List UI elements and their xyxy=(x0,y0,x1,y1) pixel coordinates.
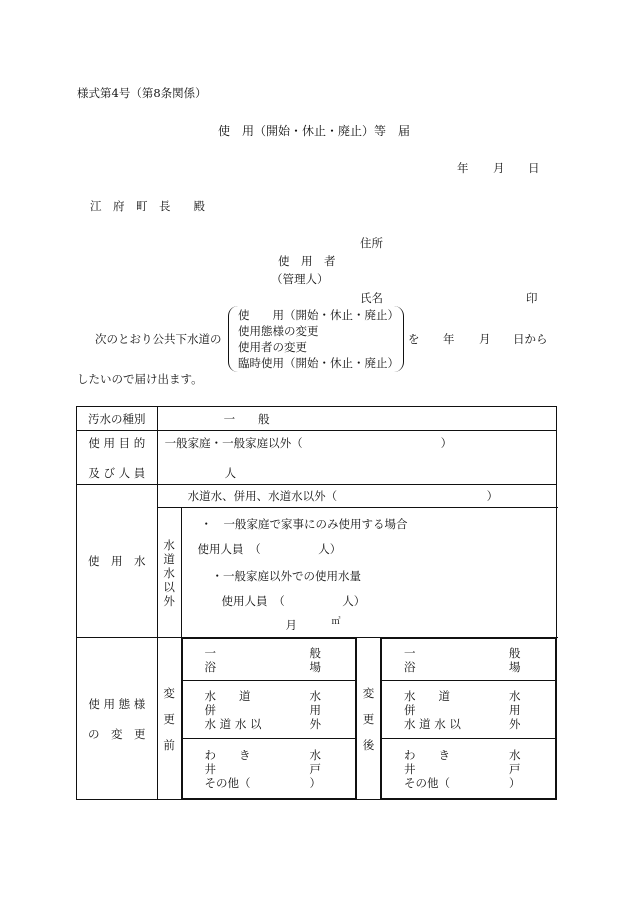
opt: その他（ xyxy=(403,775,450,790)
water-types-value xyxy=(157,485,556,508)
before-options xyxy=(181,638,357,800)
opt: 水 xyxy=(509,747,521,762)
before-grid xyxy=(182,638,357,799)
opt: 外 xyxy=(309,716,322,731)
address-label: 住所 xyxy=(360,236,383,250)
opt: ） xyxy=(509,775,521,790)
opt: 水 道 xyxy=(403,688,450,703)
label-non-tap-water xyxy=(157,508,181,638)
v-char: 外 xyxy=(163,593,175,608)
non-tap-water-value xyxy=(181,508,556,638)
option-user-change: 使用者の変更 xyxy=(238,340,307,354)
opt: 水 道 xyxy=(204,688,251,703)
application-table xyxy=(76,406,557,800)
before-group2 xyxy=(182,681,356,739)
after-group2 xyxy=(381,681,555,739)
opt: 外 xyxy=(509,716,521,731)
opt: 戸 xyxy=(309,761,322,776)
household-users: 使用人員 （ 人） xyxy=(197,542,342,556)
opt: 用 xyxy=(309,702,322,717)
blank-cell xyxy=(556,508,557,638)
date-month: 月 xyxy=(493,161,505,175)
v-char: 変 xyxy=(362,685,375,700)
label-purpose-line1: 使 用 目 的 xyxy=(88,435,146,450)
row-sewage-type xyxy=(77,407,557,431)
v-char: 更 xyxy=(163,711,175,726)
opt: わ き xyxy=(204,747,251,762)
opt: 一 xyxy=(204,645,217,660)
label-before xyxy=(157,638,181,800)
v-char: 前 xyxy=(163,737,175,752)
manager-label: （管理人） xyxy=(271,272,329,286)
purpose-persons: 人 xyxy=(224,465,237,480)
opt: 井 xyxy=(204,761,217,776)
opt: 水 xyxy=(309,747,322,762)
opt: 浴 xyxy=(403,659,416,674)
v-char: 変 xyxy=(163,685,175,700)
after-grid xyxy=(381,638,556,799)
start-day: 日から xyxy=(513,332,548,346)
name-label: 氏名 xyxy=(360,291,383,305)
label-purpose xyxy=(77,431,158,485)
label-sewage-type: 汚水の種別 xyxy=(77,407,158,431)
sewage-type-text: 一 般 xyxy=(223,411,270,426)
continuation-text: したいので届け出ます。 xyxy=(77,372,203,386)
date-year: 年 xyxy=(457,161,469,175)
addressee: 江 府 町 長 殿 xyxy=(90,199,205,213)
opt: 水 道 水 以 xyxy=(403,716,461,731)
opt: ） xyxy=(309,775,322,790)
wo-text: を xyxy=(408,332,420,346)
opt: 用 xyxy=(509,702,521,717)
option-use: 使 用（開始・休止・廃止） xyxy=(238,308,399,322)
opt: 一 xyxy=(403,645,416,660)
label-usage-line1: 使 用 態 様 xyxy=(88,696,146,711)
option-mode-change: 使用態様の変更 xyxy=(238,324,319,338)
opt: 般 xyxy=(509,645,521,660)
opt: 水 道 水 以 xyxy=(204,716,262,731)
purpose-value xyxy=(157,431,556,485)
sewage-type-value xyxy=(157,407,556,431)
opt: 場 xyxy=(509,659,521,674)
v-char: 更 xyxy=(362,711,375,726)
opt: 併 xyxy=(204,702,217,717)
v-char: 後 xyxy=(362,737,375,752)
before-group3 xyxy=(182,739,356,799)
opt: 場 xyxy=(309,659,322,674)
opt: 水 xyxy=(309,688,322,703)
form-title: 使 用（開始・休止・廃止）等 届 xyxy=(218,124,411,138)
non-household-users: 使用人員 （ 人） xyxy=(221,594,366,608)
household-usage: ・ 一般家庭で家事にのみ使用する場合 xyxy=(200,517,408,531)
non-household-usage: ・一般家庭以外での使用水量 xyxy=(211,569,362,583)
row-purpose xyxy=(77,431,557,485)
after-group3 xyxy=(381,739,555,799)
row-usage-change xyxy=(77,638,557,800)
date-day: 日 xyxy=(528,161,540,175)
label-water: 使 用 水 xyxy=(77,485,158,638)
seal-mark: 印 xyxy=(526,291,538,305)
start-month: 月 xyxy=(479,332,491,346)
form-number: 様式第4号（第8条関係） xyxy=(77,86,207,100)
after-group1 xyxy=(381,639,555,681)
purpose-options xyxy=(228,306,404,372)
after-options xyxy=(380,638,556,800)
opt: 井 xyxy=(403,761,416,776)
opt: 般 xyxy=(309,645,322,660)
v-char: 道 xyxy=(163,551,175,566)
opt: その他（ xyxy=(204,775,251,790)
label-usage-line2: の 変 更 xyxy=(88,726,146,741)
label-purpose-line2: 及 び 人 員 xyxy=(88,465,146,480)
opt: 水 xyxy=(509,688,521,703)
v-char: 以 xyxy=(163,579,175,594)
row-water-types xyxy=(77,485,557,508)
monthly-label: 月 xyxy=(285,618,298,632)
opt: 併 xyxy=(403,702,416,717)
start-year: 年 xyxy=(443,332,455,346)
water-types-text: 水道水、併用、水道水以外（ ） xyxy=(187,489,499,503)
cubic-meter-unit: ㎥ xyxy=(331,617,341,627)
before-group1 xyxy=(182,639,356,681)
label-after xyxy=(357,638,381,800)
option-temporary: 臨時使用（開始・休止・廃止） xyxy=(238,356,399,370)
purpose-category: 一般家庭・一般家庭以外（ ） xyxy=(164,435,453,450)
label-usage-change xyxy=(77,638,158,800)
opt: 浴 xyxy=(204,659,217,674)
lead-text: 次のとおり公共下水道の xyxy=(95,332,222,346)
user-label: 使 用 者 xyxy=(278,254,336,268)
v-char: 水 xyxy=(163,537,175,552)
opt: わ き xyxy=(403,747,450,762)
opt: 戸 xyxy=(509,761,521,776)
v-char: 水 xyxy=(163,565,175,580)
